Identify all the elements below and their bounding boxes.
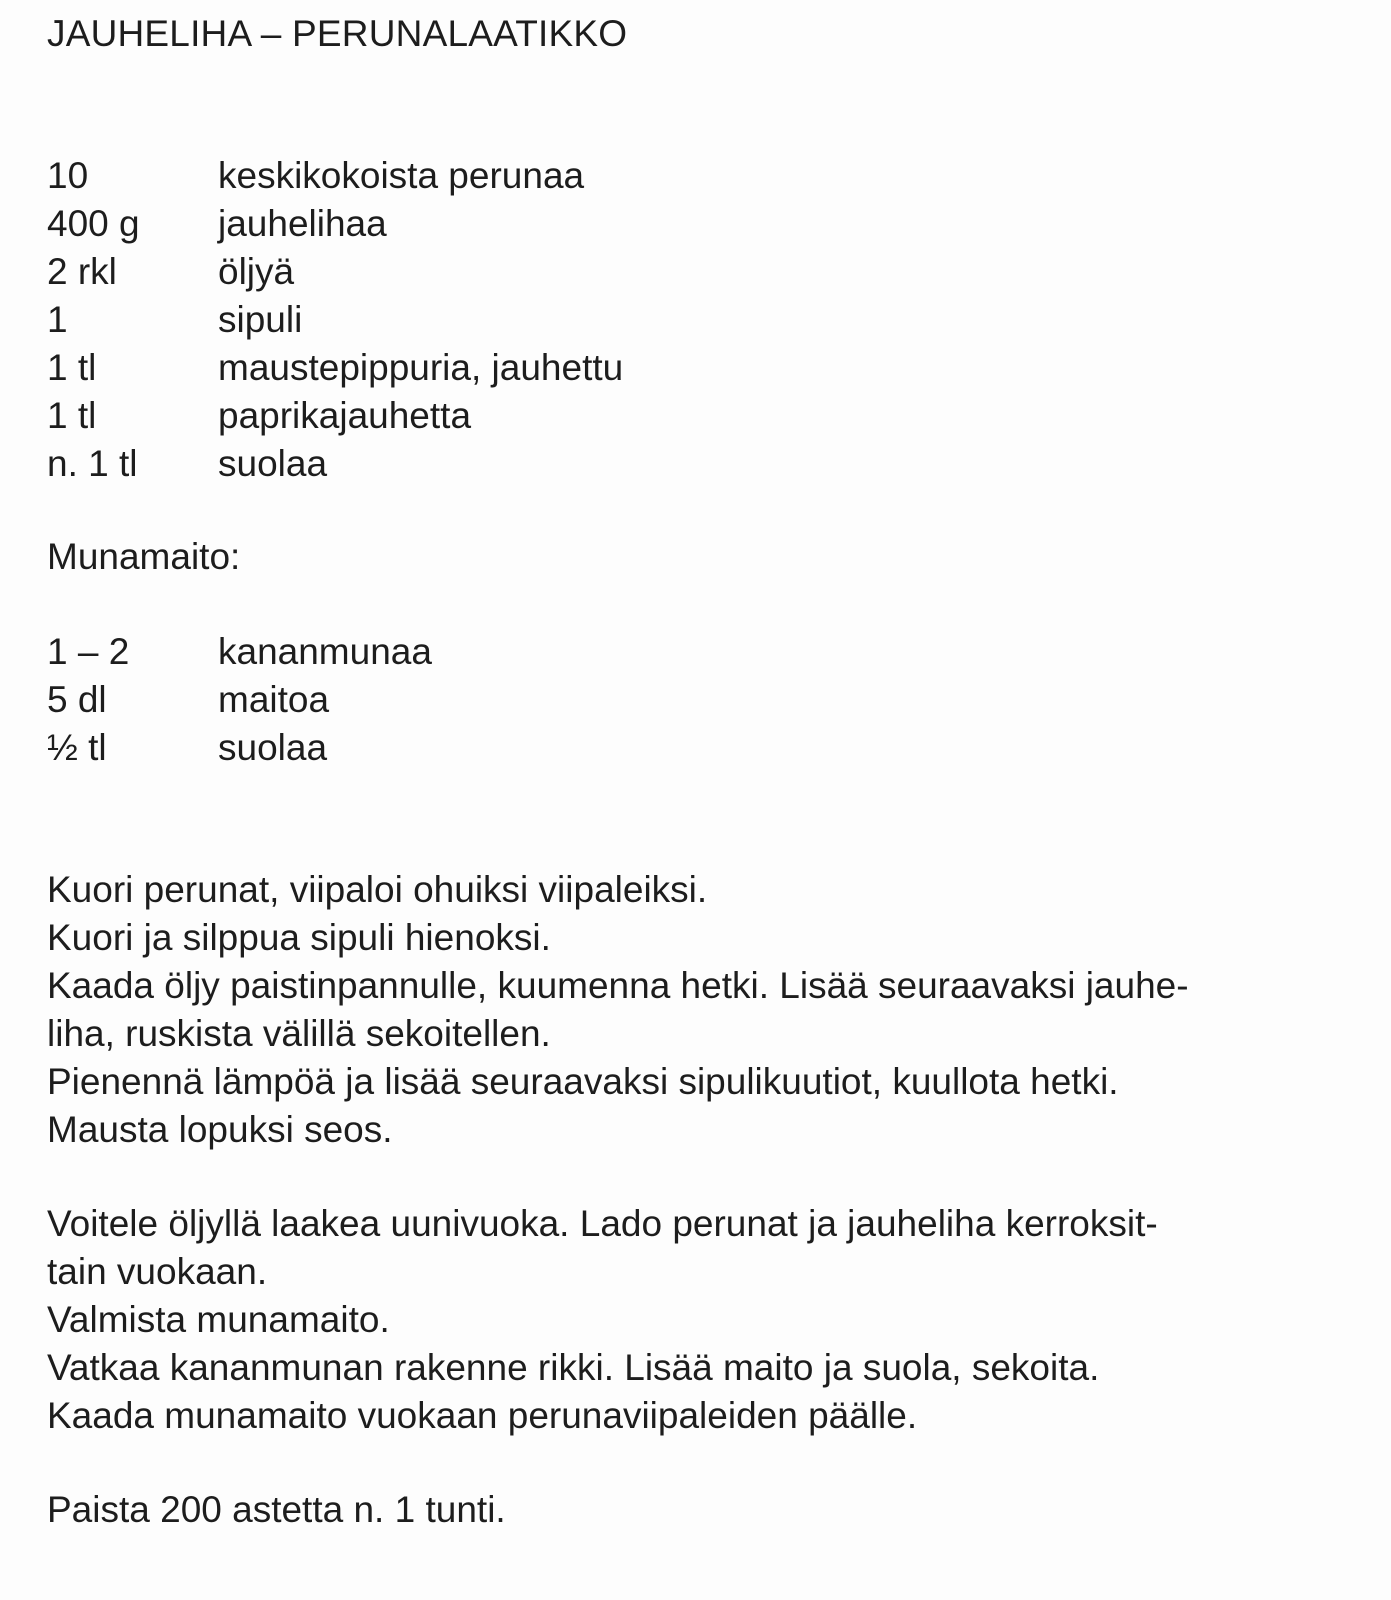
assembly-instructions [47,1200,1158,1440]
instruction-line: Vatkaa kananmunan rakenne rikki. Lisää maito ja suola, sekoita. [47,1347,1100,1388]
recipe-title: JAUHELIHA – PERUNALAATIKKO [47,13,628,54]
baking-line: Paista 200 astetta n. 1 tunti. [47,1489,506,1530]
egg-milk-heading: Munamaito: [47,536,241,577]
ingredient-amount: 400 g [47,203,140,244]
ingredient-name: paprikajauhetta [218,395,472,436]
instruction-line: liha, ruskista välillä sekoitellen. [47,1013,551,1054]
instruction-line: Voitele öljyllä laakea uunivuoka. Lado perunat ja jauheliha kerroksit- [47,1203,1158,1244]
ingredient-row [47,296,623,344]
ingredient-amount: 1 – 2 [47,631,130,672]
instruction-line: Kaada öljy paistinpannulle, kuumenna hetki. Lisää seuraavaksi jauhe- [47,965,1189,1006]
instruction-line: Mausta lopuksi seos. [47,1109,393,1150]
ingredient-amount: ½ tl [47,727,107,768]
baking-instructions [47,1486,506,1534]
instruction-line: tain vuokaan. [47,1251,268,1292]
ingredient-list [47,152,623,488]
ingredient-name: maitoa [218,679,330,720]
egg-milk-ingredient-list [47,628,432,772]
ingredient-amount: 1 tl [47,395,97,436]
ingredient-name: öljyä [218,251,295,292]
ingredient-name: suolaa [218,727,328,768]
preparation-instructions [47,866,1189,1154]
instruction-line: Kaada munamaito vuokaan perunaviipaleiden päälle. [47,1395,918,1436]
ingredient-row [47,152,623,200]
instruction-line: Kuori ja silppua sipuli hienoksi. [47,917,551,958]
ingredient-row [47,200,623,248]
ingredient-row [47,392,623,440]
instruction-line: Pienennä lämpöä ja lisää seuraavaksi sipulikuutiot, kuullota hetki. [47,1061,1119,1102]
ingredient-row [47,344,623,392]
ingredient-amount: 1 tl [47,347,97,388]
ingredient-amount: 2 rkl [47,251,117,292]
ingredient-row [47,724,432,772]
ingredient-row [47,676,432,724]
ingredient-name: maustepippuria, jauhettu [218,347,624,388]
ingredient-amount: 1 [47,299,68,340]
ingredient-name: keskikokoista perunaa [218,155,585,196]
ingredient-name: jauhelihaa [218,203,387,244]
ingredient-amount: 10 [47,155,89,196]
ingredient-name: sipuli [218,299,303,340]
ingredient-name: kananmunaa [218,631,432,672]
ingredient-amount: n. 1 tl [47,443,138,484]
ingredient-row [47,248,623,296]
instruction-line: Valmista munamaito. [47,1299,390,1340]
instruction-line: Kuori perunat, viipaloi ohuiksi viipaleiksi. [47,869,708,910]
ingredient-row [47,440,623,488]
ingredient-name: suolaa [218,443,328,484]
ingredient-row [47,628,432,676]
ingredient-amount: 5 dl [47,679,107,720]
